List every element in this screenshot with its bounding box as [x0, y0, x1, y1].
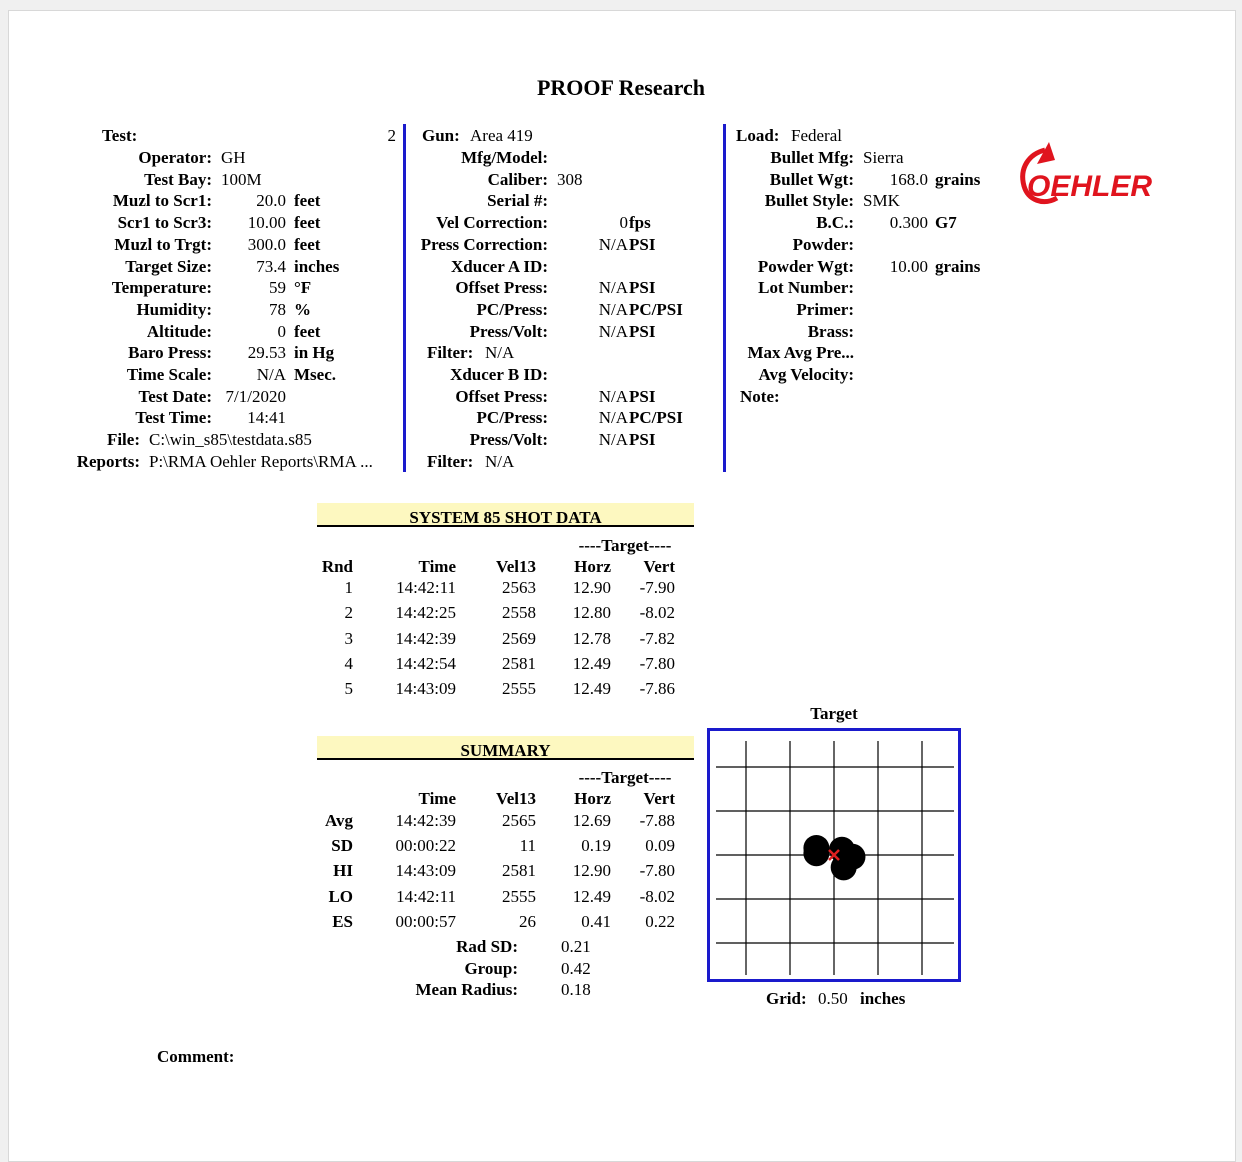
field-unit: PC/PSI — [629, 408, 683, 428]
table-cell: 14:42:11 — [396, 886, 456, 906]
table-cell: -8.02 — [639, 886, 675, 906]
row-label: Avg — [324, 811, 353, 830]
field-label: Altitude: — [146, 321, 212, 341]
column-header: Vert — [643, 557, 675, 576]
table-cell: 2563 — [502, 578, 536, 597]
filter-value: N/A — [485, 451, 515, 471]
table-cell: 0.41 — [581, 911, 611, 931]
table-cell: 14:43:09 — [395, 679, 456, 699]
field-label: Primer: — [796, 299, 854, 319]
table-cell: 14:42:25 — [395, 603, 456, 623]
field-unit: grains — [935, 169, 981, 189]
gun-label: Gun: — [422, 126, 460, 145]
field-value: Sierra — [863, 148, 904, 167]
field-value: 10.00 — [889, 256, 928, 276]
stat-label: Group: — [464, 958, 518, 978]
row-label: ES — [332, 911, 353, 931]
field-label: Bullet Mfg: — [770, 148, 854, 167]
table-cell: -7.80 — [639, 653, 675, 673]
shot-hole — [803, 840, 829, 866]
table-cell: -7.82 — [639, 628, 675, 648]
table-cell: 2 — [344, 603, 353, 623]
table-cell: 2569 — [502, 628, 536, 648]
load-label: Load: — [736, 126, 780, 145]
field-unit: inches — [294, 256, 340, 276]
field-value: SMK — [863, 191, 900, 211]
table-cell: 11 — [519, 836, 536, 856]
field-label: Caliber: — [487, 169, 548, 189]
field-label: Bullet Wgt: — [769, 169, 854, 189]
table-cell: 2555 — [502, 679, 536, 699]
field-value: 10.00 — [247, 213, 286, 233]
field-value: 59 — [269, 278, 286, 298]
row-label: LO — [328, 886, 353, 906]
field-label: Scr1 to Scr3: — [117, 213, 212, 233]
field-label: Muzl to Scr1: — [112, 191, 212, 211]
field-label: Avg Velocity: — [758, 365, 854, 384]
field-unit: PC/PSI — [629, 299, 683, 319]
field-unit: feet — [294, 213, 321, 233]
field-label: Lot Number: — [758, 278, 854, 298]
filter-value: N/A — [485, 343, 515, 363]
field-unit: PSI — [629, 321, 656, 341]
table-cell: 14:42:39 — [395, 628, 456, 648]
table-cell: 4 — [344, 653, 353, 673]
table-cell: 14:43:09 — [395, 861, 456, 881]
reports-value: P:\RMA Oehler Reports\RMA ... — [149, 451, 373, 471]
table-cell: 12.90 — [572, 861, 611, 881]
table-cell: 2558 — [502, 603, 536, 623]
target-title: Target — [810, 704, 858, 723]
table-cell: 14:42:54 — [395, 653, 456, 673]
field-label: Target Size: — [125, 256, 212, 276]
table-cell: 14:42:11 — [396, 578, 456, 597]
field-value: N/A — [598, 234, 628, 254]
field-unit: in Hg — [294, 343, 335, 363]
summary-target-group-label: ----Target---- — [578, 768, 672, 787]
field-value: GH — [221, 148, 246, 167]
table-cell: -8.02 — [639, 603, 675, 623]
column-header: Horz — [574, 789, 611, 808]
field-label: Serial #: — [487, 191, 548, 211]
field-label: PC/Press: — [476, 299, 548, 319]
field-unit: Msec. — [294, 365, 337, 384]
field-value: 0 — [619, 213, 628, 233]
field-label: B.C.: — [816, 213, 854, 233]
grid-value: 0.50 — [818, 989, 848, 1008]
field-label: Temperature: — [111, 278, 212, 298]
column-header: Vel13 — [496, 789, 536, 808]
field-label: Humidity: — [136, 299, 212, 319]
field-label: Bullet Style: — [764, 191, 854, 211]
column-header: Rnd — [321, 557, 353, 576]
field-value: 308 — [557, 169, 583, 189]
field-value: N/A — [598, 299, 628, 319]
field-value: N/A — [598, 321, 628, 341]
comment-label: Comment: — [157, 1047, 235, 1066]
stat-value: 0.21 — [561, 937, 591, 956]
table-cell: -7.90 — [639, 578, 675, 597]
stat-label: Mean Radius: — [415, 980, 518, 1000]
field-unit: °F — [294, 278, 312, 298]
table-cell: 2581 — [502, 653, 536, 673]
table-cell: 2581 — [502, 861, 536, 881]
table-cell: 00:00:57 — [395, 911, 456, 931]
table-cell: 2565 — [502, 811, 536, 830]
table-cell: -7.80 — [639, 861, 675, 881]
note-label: Note: — [740, 386, 780, 406]
test-label: Test: — [102, 126, 138, 145]
field-unit: feet — [294, 234, 321, 254]
field-label: Vel Correction: — [436, 213, 548, 233]
grid-label: Grid: — [766, 989, 807, 1008]
shot-hole — [829, 837, 855, 863]
oehler-logo — [1015, 138, 1165, 213]
table-cell: 12.90 — [572, 578, 611, 597]
file-value: C:\win_s85\testdata.s85 — [149, 430, 312, 450]
field-value: N/A — [598, 430, 628, 450]
stat-label: Rad SD: — [456, 937, 518, 956]
table-cell: 1 — [344, 578, 353, 597]
report-title: PROOF Research — [536, 75, 706, 100]
table-cell: 26 — [519, 911, 536, 931]
target-grid-svg — [710, 731, 958, 979]
load-value: Federal — [791, 126, 842, 145]
field-label: Xducer B ID: — [450, 365, 548, 384]
table-cell: 3 — [344, 628, 353, 648]
table-cell: 14:42:39 — [395, 811, 456, 830]
field-value: 0 — [277, 321, 286, 341]
filter-label: Filter: — [427, 343, 474, 363]
table-cell: -7.88 — [639, 811, 675, 830]
shot-target-group-label: ----Target---- — [578, 536, 672, 555]
field-label: Press Correction: — [420, 234, 548, 254]
field-label: Xducer A ID: — [451, 256, 548, 276]
table-cell: 12.80 — [572, 603, 611, 623]
column-header: Vert — [643, 789, 675, 808]
field-label: PC/Press: — [476, 408, 548, 428]
stat-value: 0.18 — [561, 980, 591, 1000]
field-label: Offset Press: — [455, 386, 548, 406]
field-label: Offset Press: — [455, 278, 548, 298]
summary-heading: SUMMARY — [317, 736, 694, 760]
row-label: SD — [331, 836, 353, 856]
test-value: 2 — [387, 126, 396, 145]
field-label: Brass: — [807, 321, 854, 341]
table-cell: 0.19 — [581, 836, 611, 856]
grid-unit: inches — [860, 989, 906, 1008]
field-unit: G7 — [935, 213, 957, 233]
column-header: Horz — [574, 557, 611, 576]
field-value: 168.0 — [889, 169, 928, 189]
table-cell: 12.49 — [572, 679, 611, 699]
field-value: 300.0 — [247, 234, 286, 254]
column-header: Time — [418, 789, 456, 808]
field-label: Powder: — [792, 234, 854, 254]
field-value: N/A — [256, 365, 286, 384]
gun-value: Area 419 — [470, 126, 533, 145]
table-cell: 00:00:22 — [395, 836, 456, 856]
reports-label: Reports: — [76, 451, 140, 471]
field-value: 78 — [269, 299, 286, 319]
field-unit: fps — [629, 213, 651, 233]
stat-value: 0.42 — [561, 958, 591, 978]
field-label: Max Avg Pre... — [747, 343, 854, 363]
field-label: Test Time: — [135, 408, 212, 428]
field-unit: PSI — [629, 234, 656, 254]
field-label: Powder Wgt: — [757, 256, 854, 276]
field-value: 0.300 — [889, 213, 928, 233]
field-value: 14:41 — [247, 408, 286, 428]
field-value: N/A — [598, 408, 628, 428]
field-label: Time Scale: — [126, 365, 212, 384]
field-label: Press/Volt: — [469, 321, 548, 341]
field-label: Test Bay: — [144, 169, 212, 189]
field-unit: grains — [935, 256, 981, 276]
table-cell: 12.78 — [572, 628, 611, 648]
table-cell: 12.69 — [572, 811, 611, 830]
table-cell: 12.49 — [572, 653, 611, 673]
field-unit: PSI — [629, 430, 656, 450]
table-cell: 0.09 — [645, 836, 675, 856]
field-label: Press/Volt: — [469, 430, 548, 450]
target-plot — [707, 728, 961, 982]
field-value: 7/1/2020 — [225, 386, 286, 406]
column-header: Vel13 — [496, 557, 536, 576]
field-label: Baro Press: — [128, 343, 212, 363]
field-label: Mfg/Model: — [461, 148, 548, 167]
logo-text: OEHLER — [1027, 170, 1153, 203]
table-cell: 0.22 — [645, 911, 675, 931]
filter-label: Filter: — [427, 451, 474, 471]
field-value: 100M — [221, 169, 262, 189]
field-value: N/A — [598, 386, 628, 406]
field-unit: PSI — [629, 386, 656, 406]
field-label: Operator: — [138, 148, 212, 167]
field-unit: PSI — [629, 278, 656, 298]
field-value: N/A — [598, 278, 628, 298]
field-unit: % — [294, 299, 311, 319]
table-cell: 2555 — [502, 886, 536, 906]
field-label: Test Date: — [138, 386, 212, 406]
field-value: 29.53 — [247, 343, 286, 363]
field-value: 20.0 — [256, 191, 286, 211]
table-cell: -7.86 — [639, 679, 675, 699]
row-label: HI — [333, 861, 353, 881]
column-header: Time — [418, 557, 456, 576]
file-label: File: — [106, 430, 140, 450]
field-unit: feet — [294, 321, 321, 341]
shot-data-heading: SYSTEM 85 SHOT DATA — [317, 503, 694, 527]
field-value: 73.4 — [256, 256, 286, 276]
field-label: Muzl to Trgt: — [114, 234, 212, 254]
field-unit: feet — [294, 191, 321, 211]
table-cell: 5 — [344, 679, 353, 699]
table-cell: 12.49 — [572, 886, 611, 906]
